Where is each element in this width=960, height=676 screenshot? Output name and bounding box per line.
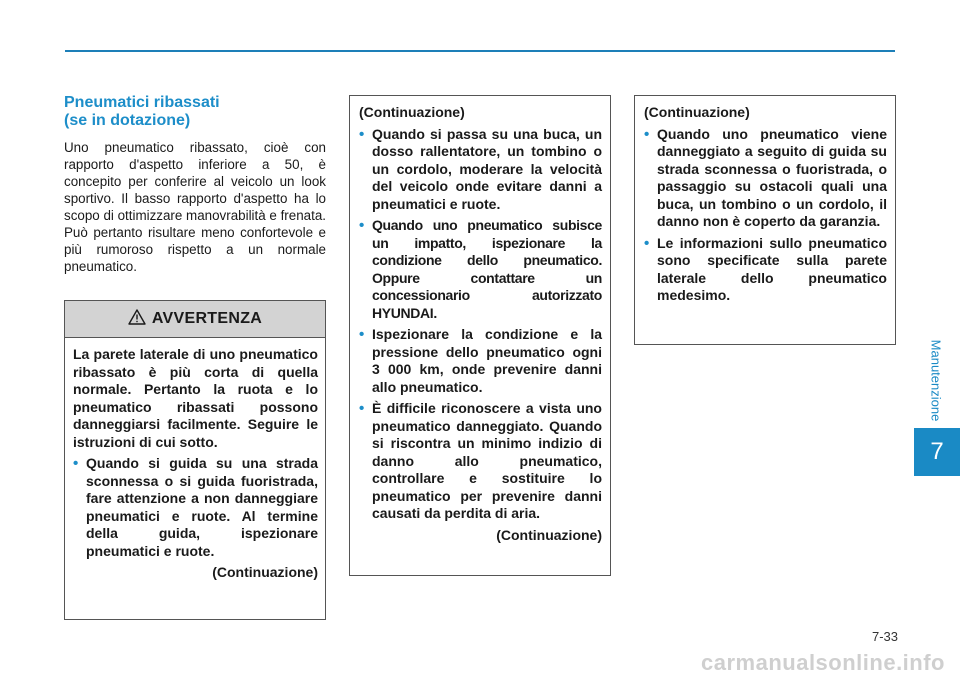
list-item: • Le informazioni sullo pneumatico sono specificate sulla parete laterale dello pneumatico medesimo. (644, 234, 887, 303)
watermark: carmanualsonline.info (701, 650, 945, 675)
warning-title: AVVERTENZA (151, 310, 263, 328)
warning-header (65, 301, 325, 338)
bullet-list (644, 126, 887, 305)
continued-heading: (Continuazione) (644, 104, 750, 120)
chapter-number-tab (914, 428, 960, 476)
bullet-dot-icon: • (644, 125, 650, 143)
bullet-dot-icon: • (73, 455, 79, 472)
list-item: • Ispezionare la condizione e la pressione dello pneumatico ogni 3 000 km, onde prevenire danni allo pneumatico. (359, 326, 602, 395)
continued-label: (Continuazione) (212, 564, 318, 580)
warning-bullet-list (73, 455, 318, 560)
list-item: • È difficile riconoscere a vista uno pneumatico danneggiato. Quando si riscontra un minimo indizio di danno allo pneumatico, controllare e sostituire lo pneumatico per prevenire danni causati da perdita di aria. (359, 400, 602, 521)
section-title-line1: Pneumatici ribassati (64, 94, 220, 111)
warning-paragraph: La parete laterale di uno pneumatico ribassato è più corta di quella normale. Pertanto la ruota e lo pneumatico ribassati possono danneggiarsi facilmente. Seguire le istruzioni di cui sotto. (73, 346, 318, 450)
continued-label: (Continuazione) (496, 526, 602, 543)
bullet-dot-icon: • (359, 125, 365, 143)
bullet-dot-icon: • (644, 234, 650, 252)
page-number: 7-33 (871, 629, 898, 644)
list-item: • Quando si passa su una buca, un dosso rallentatore, un tombino o un cordolo, moderare la velocità del veicolo onde evitare danni a pneumatici e ruote. (359, 125, 602, 212)
list-item: • Quando uno pneumatico subisce un impatto, ispezionare la condizione dello pneumatico. Oppure contattare un concessionario autorizzato HYUNDAI. (359, 217, 602, 321)
warning-triangle-icon (128, 309, 146, 330)
chapter-number: 7 (930, 438, 944, 465)
header-rule (65, 50, 895, 52)
chapter-side-label (922, 330, 950, 430)
warning-box (64, 300, 326, 620)
section-title-line2: (se in dotazione) (64, 112, 191, 129)
list-item: • Quando uno pneumatico viene danneggiato a seguito di guida su strada sconnessa o fuoristrada, o passaggio su ostacoli quali una buca, un tombino o un cordolo, il danno non è coperto da garanzia. (644, 125, 887, 229)
continued-box-column3 (634, 95, 896, 345)
bullet-list (359, 126, 602, 523)
bullet-dot-icon: • (359, 326, 365, 343)
chapter-name: Manutenzione (928, 339, 944, 421)
intro-paragraph: Uno pneumatico ribassato, cioè con rapporto d'aspetto inferiore a 50, è concepito per conferire al veicolo un look sportivo. Il basso rapporto d'aspetto ha lo scopo di ottimizzare manovrabilità e frenata. Può pertanto risultare meno confortevole e più rumoroso rispetto a un normale pneumatico. (64, 140, 326, 274)
bullet-dot-icon: • (359, 217, 364, 234)
list-item: • Quando si guida su una strada sconnessa o si guida fuoristrada, fare attenzione a non danneggiare pneumatici e ruote. Al termine della guida, ispezionare pneumatici e ruote. (73, 455, 318, 559)
continued-heading: (Continuazione) (359, 104, 465, 120)
continued-box-column2 (349, 95, 611, 576)
warning-body (65, 338, 325, 582)
bullet-dot-icon: • (359, 400, 365, 417)
section-title (64, 94, 326, 130)
